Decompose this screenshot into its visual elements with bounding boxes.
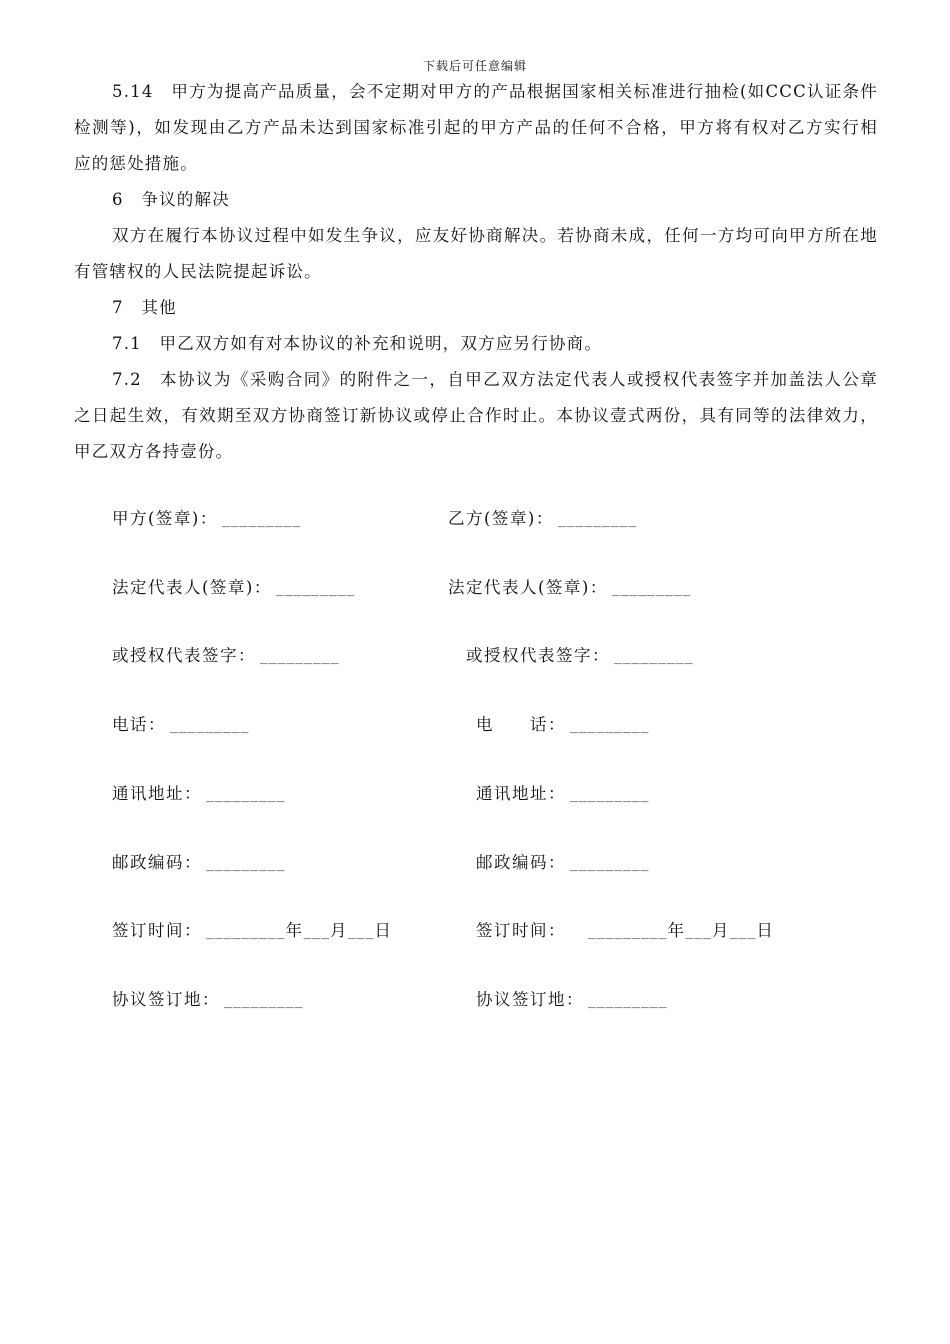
sign-place-blank: _________ [588, 994, 668, 1009]
party-a-seal-field [112, 505, 301, 529]
day-label: 日 [756, 921, 775, 940]
month-blank: ___ [685, 925, 712, 940]
phone-blank: _________ [170, 719, 250, 734]
legal-rep-label: 法定代表人(签章)： [448, 578, 608, 597]
clause-5-14: 5.14 甲方为提高产品质量，会不定期对甲方的产品根据国家相关标准进行抽检(如CCC认证条件检测等)，如发现由乙方产品未达到国家标准引起的甲方产品的任何不合格，甲方将有权对乙方实行相应的惩处措施。 [74, 82, 878, 173]
phone-label-char-1: 电 [476, 715, 494, 734]
phone-label-char-2: 话： [530, 715, 566, 734]
section-6-heading: 6 争议的解决 [112, 190, 230, 209]
party-a-sign-place-field [112, 986, 303, 1010]
party-a-legal-rep-field [112, 574, 355, 598]
month-blank: ___ [303, 925, 330, 940]
sign-time-label: 签订时间： [112, 921, 202, 940]
party-b-sign-time-field [476, 917, 774, 941]
sign-place-label: 协议签订地： [476, 990, 584, 1009]
party-b-address-field [476, 780, 649, 804]
auth-rep-label: 或授权代表签字： [466, 646, 610, 665]
party-b-postcode-field [476, 849, 649, 873]
year-blank: _________ [588, 925, 668, 940]
sign-place-blank: _________ [224, 994, 304, 1009]
year-blank: _________ [206, 925, 286, 940]
day-blank: ___ [729, 925, 757, 940]
legal-rep-blank: _________ [275, 582, 356, 597]
address-label: 通讯地址： [112, 784, 202, 803]
clause-7-1: 7.1 甲乙双方如有对本协议的补充和说明，双方应另行协商。 [112, 334, 603, 353]
party-a-blank: _________ [221, 513, 302, 528]
postcode-label: 邮政编码： [476, 853, 566, 872]
section-7-heading: 7 其他 [112, 298, 177, 317]
sign-place-label: 协议签订地： [112, 990, 220, 1009]
party-b-legal-rep-field [448, 574, 691, 598]
month-label: 月 [711, 921, 730, 940]
postcode-blank: _________ [570, 857, 650, 872]
address-blank: _________ [206, 788, 286, 803]
auth-rep-blank: _________ [260, 650, 340, 665]
year-label: 年 [285, 921, 304, 940]
legal-rep-blank: _________ [611, 582, 692, 597]
party-b-sign-place-field [476, 986, 667, 1010]
sign-time-label: 签订时间： [476, 921, 566, 940]
clause-7-2: 7.2 本协议为《采购合同》的附件之一，自甲乙双方法定代表人或授权代表签字并加盖法人公章之日起生效，有效期至双方协商签订新协议或停止合作时止。本协议壹式两份，具有同等的法律效力，甲乙双方各持壹份。 [74, 370, 878, 461]
legal-rep-label: 法定代表人(签章)： [112, 578, 272, 597]
section-6-paragraph: 双方在履行本协议过程中如发生争议，应友好协商解决。若协商未成，任何一方均可向甲方所在地有管辖权的人民法院提起诉讼。 [74, 226, 878, 281]
postcode-label: 邮政编码： [112, 853, 202, 872]
postcode-blank: _________ [206, 857, 286, 872]
party-a-label: 甲方(签章)： [112, 509, 218, 528]
party-a-address-field [112, 780, 285, 804]
party-a-sign-time-field [112, 917, 392, 941]
phone-blank: _________ [570, 719, 650, 734]
party-a-postcode-field [112, 849, 285, 873]
address-label: 通讯地址： [476, 784, 566, 803]
auth-rep-blank: _________ [614, 650, 694, 665]
phone-label: 电话： [112, 715, 166, 734]
page-header-note: 下载后可任意编辑 [422, 59, 527, 73]
party-b-label: 乙方(签章)： [448, 509, 554, 528]
address-blank: _________ [570, 788, 650, 803]
party-b-phone-field [476, 711, 649, 735]
party-b-auth-rep-field [466, 642, 693, 666]
party-a-auth-rep-field [112, 642, 339, 666]
day-blank: ___ [347, 925, 375, 940]
day-label: 日 [374, 921, 393, 940]
party-a-phone-field [112, 711, 249, 735]
party-b-seal-field [448, 505, 637, 529]
month-label: 月 [329, 921, 348, 940]
party-b-blank: _________ [557, 513, 638, 528]
year-label: 年 [667, 921, 686, 940]
auth-rep-label: 或授权代表签字： [112, 646, 256, 665]
